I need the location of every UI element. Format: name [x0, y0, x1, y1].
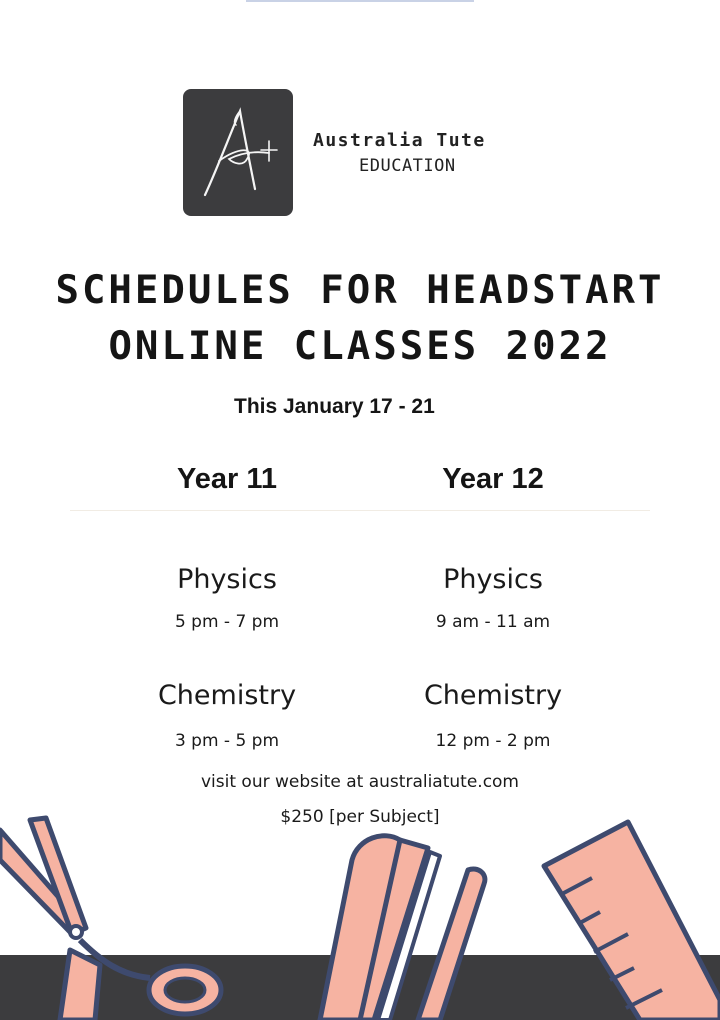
headline-line-1: SCHEDULES FOR HEADSTART: [55, 268, 665, 313]
year-11-time-2: 3 pm - 5 pm: [174, 731, 280, 751]
stationery-illustration: [0, 800, 720, 1020]
scissors-icon: [0, 818, 221, 1020]
headline-line-2: ONLINE CLASSES 2022: [108, 324, 612, 369]
divider: [70, 510, 650, 511]
top-divider: [246, 0, 474, 2]
year-11-subject-1: Physics: [177, 564, 277, 595]
date-range: This January 17 - 21: [234, 395, 435, 418]
hair-straightener-icon: [320, 836, 485, 1020]
brand-logo: [183, 89, 293, 216]
price-text: $250 [per Subject]: [280, 807, 440, 827]
year-12-time-2: 12 pm - 2 pm: [435, 731, 551, 751]
year-11-subject-2: Chemistry: [157, 680, 297, 711]
logo-a-plus-icon: [183, 89, 293, 216]
brand-subtitle: EDUCATION: [359, 156, 456, 176]
year-12-subject-1: Physics: [443, 564, 543, 595]
year-12-heading: Year 12: [442, 463, 544, 495]
year-11-heading: Year 11: [177, 463, 277, 495]
website-link[interactable]: visit our website at australiatute.com: [200, 772, 519, 792]
year-11-time-1: 5 pm - 7 pm: [174, 612, 280, 632]
brand-name: Australia Tute: [313, 130, 486, 151]
ruler-icon: [544, 822, 720, 1020]
year-12-subject-2: Chemistry: [423, 680, 563, 711]
year-12-time-1: 9 am - 11 am: [435, 612, 551, 632]
